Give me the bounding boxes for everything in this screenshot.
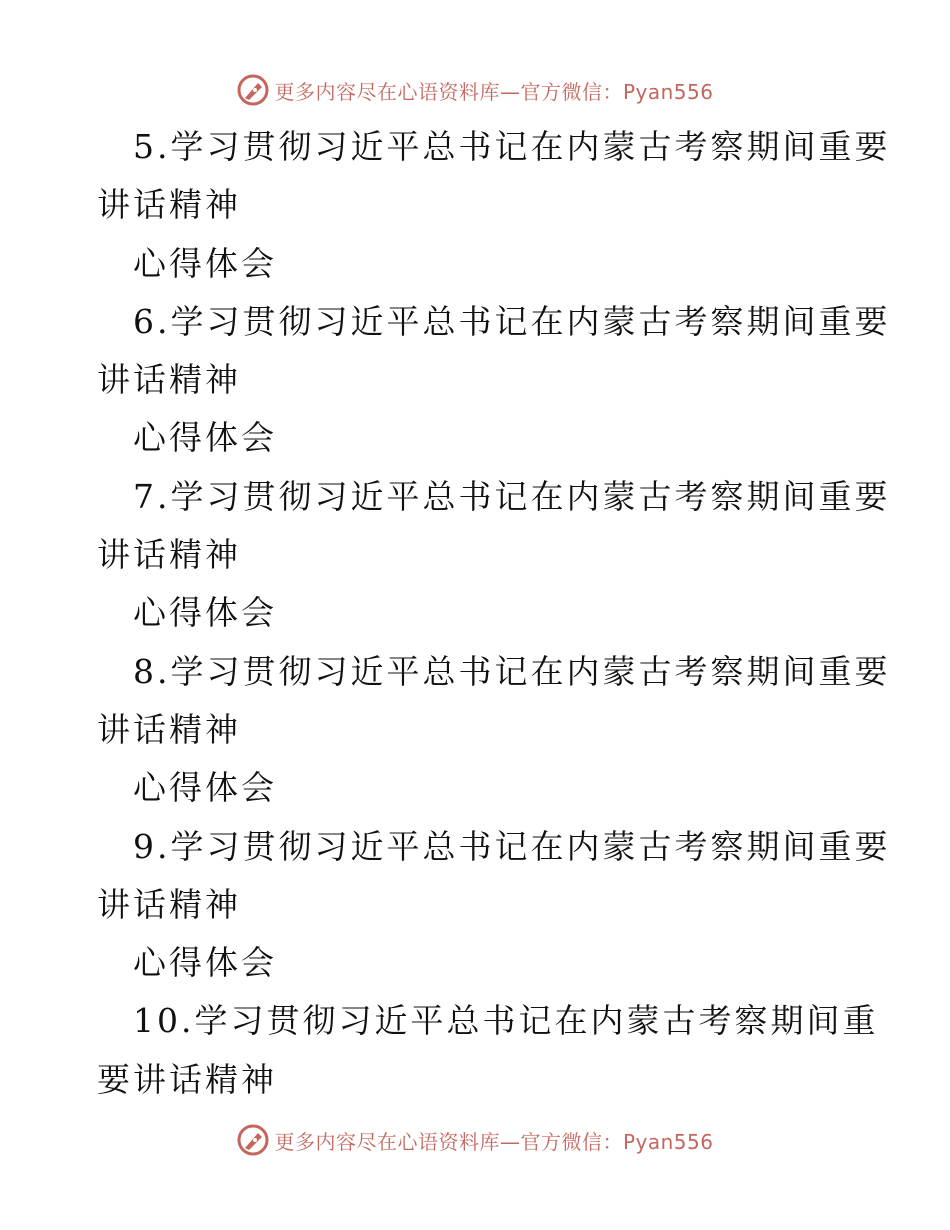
body-line: 要讲话精神 — [97, 1059, 277, 1099]
pen-nib-logo-icon — [236, 73, 270, 107]
body-line: 心得体会 — [133, 768, 277, 808]
body-line: 心得体会 — [133, 418, 277, 458]
pen-nib-logo-icon — [236, 1123, 270, 1157]
body-line: 5.学习贯彻习近平总书记在内蒙古考察期间重要 — [133, 127, 891, 166]
body-line: 心得体会 — [133, 243, 277, 283]
body-line: 心得体会 — [133, 943, 277, 983]
body-line: 心得体会 — [133, 593, 277, 633]
body-line: 讲话精神 — [97, 185, 241, 225]
footer-banner — [0, 1120, 950, 1160]
footer-banner-text: 更多内容尽在心语资料库—官方微信：Pyan556 — [274, 1129, 714, 1154]
body-line: 9.学习贯彻习近平总书记在内蒙古考察期间重要 — [133, 826, 891, 866]
document-body — [0, 118, 950, 1109]
header-banner-text: 更多内容尽在心语资料库—官方微信：Pyan556 — [274, 79, 714, 104]
body-line: 7.学习贯彻习近平总书记在内蒙古考察期间重要 — [133, 476, 891, 516]
header-banner — [0, 70, 950, 110]
body-line: 讲话精神 — [97, 884, 241, 924]
body-line: 讲话精神 — [97, 360, 241, 400]
body-line: 6.学习贯彻习近平总书记在内蒙古考察期间重要 — [133, 301, 891, 341]
body-line: 讲话精神 — [97, 709, 241, 749]
body-line: 8.学习贯彻习近平总书记在内蒙古考察期间重要 — [133, 651, 891, 691]
body-line: 10.学习贯彻习近平总书记在内蒙古考察期间重 — [133, 1001, 879, 1041]
body-line: 讲话精神 — [97, 535, 241, 575]
